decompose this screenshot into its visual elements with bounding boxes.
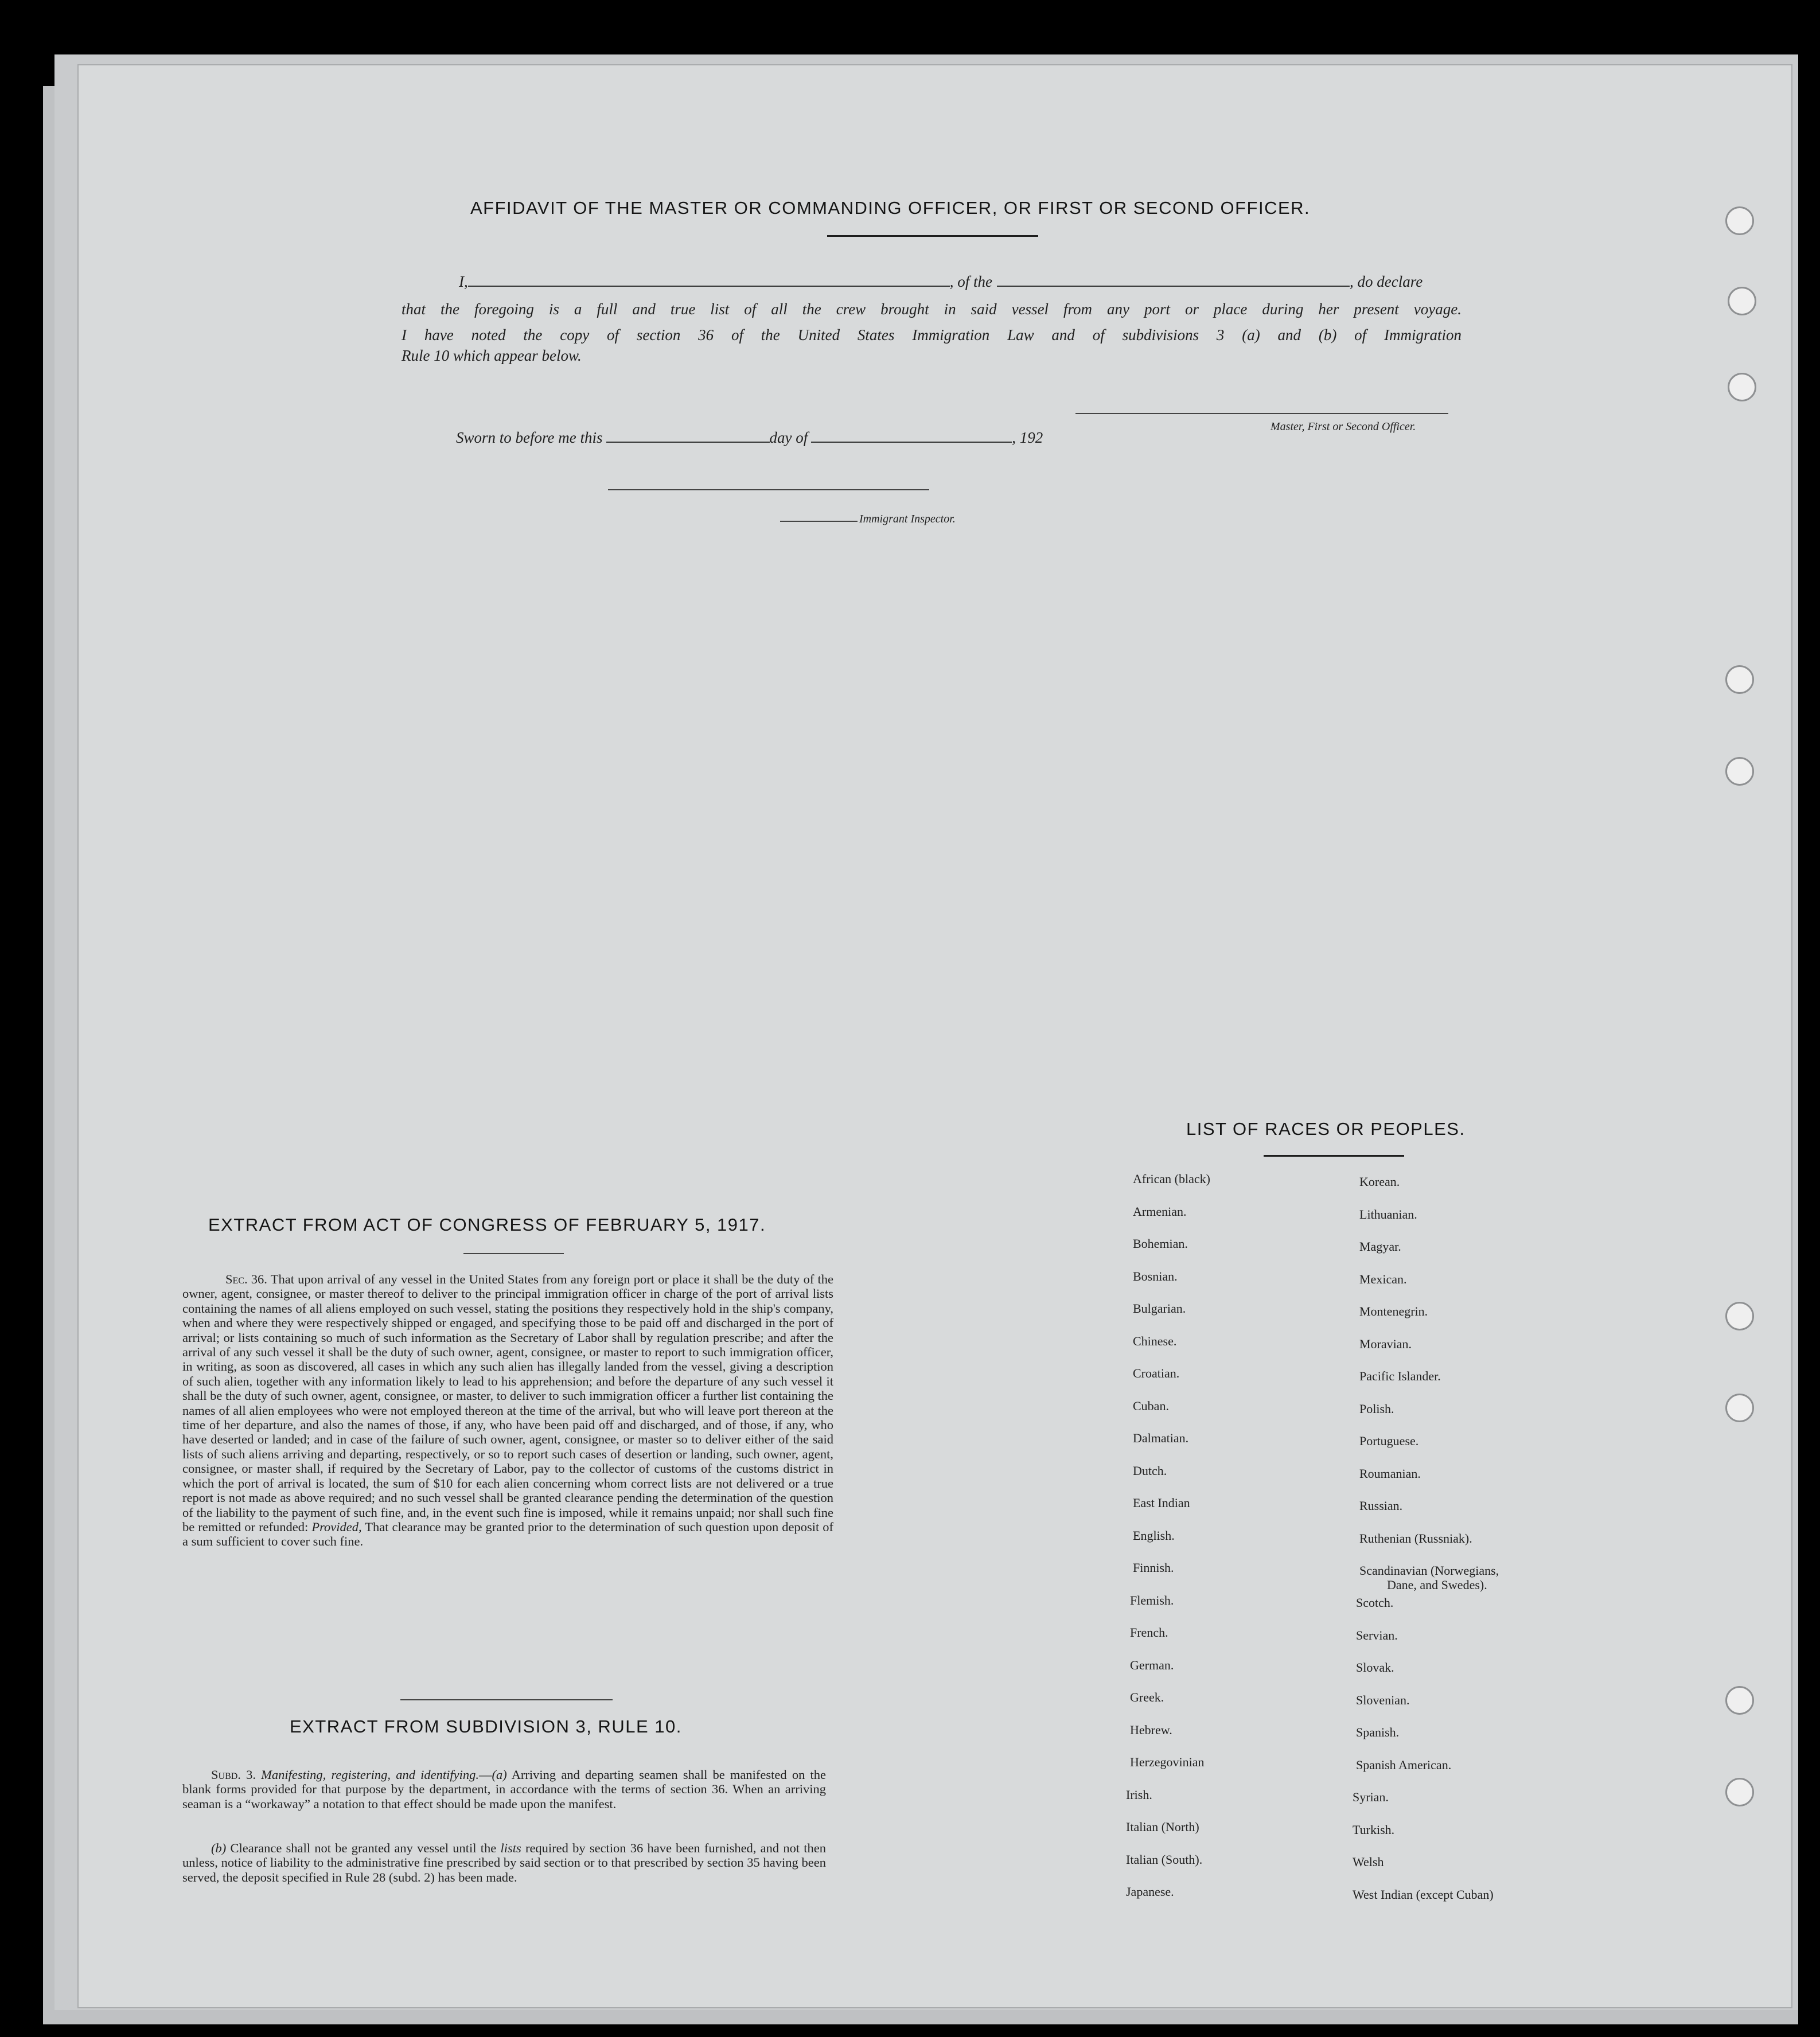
race-item: Portuguese.	[1359, 1434, 1419, 1448]
subd-label: Subd. 3.	[211, 1767, 256, 1782]
para-b-text-2: required by section 36 have been furnished, and not then unless, notice of liability to the administrative fine prescribed by said section or to that prescribed by section 35 having been served, the deposit specified in Rule 28 (subd. 2) has been made.	[182, 1841, 827, 1884]
declare-label: , do declare	[1350, 273, 1423, 290]
race-item: Bosnian.	[1133, 1269, 1178, 1283]
vessel-blank	[997, 275, 1350, 287]
sworn-line	[456, 429, 1043, 447]
race-item: Croatian.	[1133, 1366, 1180, 1380]
section-body: That upon arrival of any vessel in the United States from any foreign port or place it shall be the duty of the owner, agent, consignee, or master thereof to deliver to the principal immigration officer in charge of the port of arrival lists containing the names of all aliens employed on such vessel, stating the positions they respectively hold in the ship's company, when and where they were respectively shipped or engaged, and specifying those to be paid off and discharged in the port of arrival; or lists containing so much of such information as the Secretary of Labor shall by regulation prescribe; and after the arrival of any such vessel it shall be the duty of such owner, agent, consignee, or master to report to such immigration officer, in writing, as soon as discovered, all cases in which any such alien has illegally landed from the vessel, giving a description of such alien, together with any information likely to lead to his apprehension; and before the departure of any such vessel it shall be the duty of such owner, agent, consignee, or master, to deliver to such immigration officer a further list containing the names of all alien employees who were not employed thereon at the time of the arrival, but who will leave port thereon at the time of her departure, and also the names of those, if any, who have been paid off and discharged, and of those, if any, who have deserted or landed; and in case of the failure of such owner, agent, consignee, or master so to deliver either of the said lists of such aliens arriving and departing, respectively, or so to report such cases of desertion or landing, such owner, agent, consignee, or master shall, if required by the Secretary of Labor, pay to the collector of customs of the customs district in which the port of arrival is located, the sum of $10 for each alien concerning whom correct lists are not delivered or a true report is not made as above required; and no such vessel shall be granted clearance pending the determination of the question of the liability to the payment of such fine, and, in the event such fine is imposed, while it remains unpaid; nor shall such fine be remitted or refunded:	[182, 1272, 834, 1534]
para-b-lists: lists	[500, 1841, 521, 1855]
race-item: English.	[1133, 1528, 1175, 1543]
section-36-text	[182, 1272, 833, 1549]
act-title-rule	[463, 1253, 564, 1254]
para-a-marker: (a)	[492, 1767, 507, 1782]
race-item: Roumanian.	[1359, 1466, 1421, 1481]
race-item: German.	[1130, 1657, 1174, 1672]
month-blank	[811, 431, 1012, 443]
race-item: Lithuanian.	[1359, 1207, 1417, 1222]
subd-3-para-b	[182, 1841, 826, 1884]
name-blank	[468, 275, 950, 287]
race-item: Magyar.	[1359, 1239, 1401, 1254]
signature-line	[1075, 413, 1448, 414]
races-title: LIST OF RACES OR PEOPLES.	[1186, 1119, 1466, 1139]
race-item: Herzegovinian	[1130, 1755, 1205, 1769]
affidavit-declaration-line	[459, 273, 1423, 291]
race-item: Cuban.	[1133, 1398, 1169, 1413]
inspector-signature-line	[608, 489, 929, 490]
section-label: Sec. 36.	[225, 1272, 267, 1286]
punch-hole	[1725, 206, 1754, 235]
race-item: Dane, and Swedes).	[1387, 1578, 1487, 1592]
section-divider	[400, 1699, 613, 1700]
race-item: Mexican.	[1359, 1271, 1407, 1286]
provided-body: That clearance may be granted prior to the determination of such question upon deposit of a sum sufficient to cover such fine.	[182, 1519, 834, 1549]
day-blank	[606, 431, 770, 443]
rule-extract-title: EXTRACT FROM SUBDIVISION 3, RULE 10.	[290, 1716, 682, 1736]
race-item: Russian.	[1359, 1499, 1403, 1513]
race-item: French.	[1130, 1625, 1168, 1640]
race-item: Dutch.	[1133, 1463, 1167, 1478]
punch-hole	[1725, 665, 1754, 694]
signature-label: Master, First or Second Officer.	[1271, 420, 1416, 433]
race-item: Korean.	[1359, 1174, 1400, 1189]
day-of-label: day of	[769, 429, 808, 446]
inspector-short-line	[780, 521, 858, 522]
para-b-text-1: Clearance shall not be granted any vessel until the	[230, 1841, 497, 1855]
race-item: Flemish.	[1130, 1593, 1174, 1607]
race-item: Irish.	[1126, 1787, 1152, 1802]
race-item: Greek.	[1130, 1690, 1164, 1704]
race-item: Syrian.	[1353, 1790, 1389, 1804]
race-item: Moravian.	[1359, 1336, 1412, 1351]
race-item: Chinese.	[1133, 1333, 1177, 1348]
race-item: Slovenian.	[1356, 1692, 1410, 1707]
race-item: Pacific Islander.	[1359, 1369, 1441, 1383]
punch-hole	[1725, 1302, 1754, 1330]
race-item: Welsh	[1353, 1855, 1384, 1869]
race-item: Turkish.	[1353, 1822, 1395, 1837]
punch-hole	[1725, 1778, 1754, 1806]
affidavit-line-2: I have noted the copy of section 36 of the United States Immigration Law and of subdivisions 3 (a) and (b) of Immigration	[402, 326, 1462, 344]
punch-hole	[1725, 1394, 1754, 1422]
races-title-rule	[1264, 1155, 1404, 1157]
race-item: Montenegrin.	[1359, 1304, 1428, 1318]
act-extract-title: EXTRACT FROM ACT OF CONGRESS OF FEBRUARY 5, 1917.	[208, 1215, 766, 1235]
race-item: Scotch.	[1356, 1595, 1394, 1610]
race-item: Italian (North)	[1126, 1820, 1199, 1834]
race-item: Scandinavian (Norwegians,	[1359, 1563, 1499, 1578]
year-label: , 192	[1012, 429, 1043, 446]
race-item: Italian (South).	[1126, 1852, 1203, 1867]
race-item: Finnish.	[1133, 1560, 1174, 1575]
race-item: Bohemian.	[1133, 1236, 1188, 1251]
race-item: Armenian.	[1133, 1204, 1187, 1219]
race-item: Japanese.	[1126, 1884, 1174, 1899]
race-item: East Indian	[1133, 1496, 1190, 1510]
race-item: African (black)	[1133, 1172, 1210, 1186]
affidavit-line-1: that the foregoing is a full and true list of all the crew brought in said vessel from any port or place during her present voyage.	[402, 301, 1462, 318]
para-b-marker: (b)	[211, 1841, 227, 1855]
sworn-label: Sworn to before me this	[456, 429, 603, 446]
punch-hole	[1728, 373, 1756, 401]
race-item: West Indian (except Cuban)	[1353, 1887, 1494, 1902]
race-item: Slovak.	[1356, 1660, 1394, 1675]
race-item: Spanish.	[1356, 1725, 1400, 1739]
punch-hole	[1728, 287, 1756, 315]
inspector-label: Immigrant Inspector.	[859, 513, 956, 525]
title-underline	[827, 235, 1038, 237]
race-item: Hebrew.	[1130, 1722, 1172, 1737]
of-the-label: , of the	[949, 273, 992, 290]
race-item: Polish.	[1359, 1401, 1394, 1416]
provided-label: Provided,	[311, 1519, 362, 1534]
race-item: Bulgarian.	[1133, 1301, 1186, 1316]
para-a-text: Arriving and departing seamen shall be manifested on the blank forms provided for that purpose by the department, in accordance with the terms of section 36. When an arriving seaman is a “workaway” a notation to that effect should be made upon the manifest.	[182, 1767, 827, 1811]
subd-3-para-a: Subd. 3. Manifesting, registering, and identifying.—(a) Arriving and departing seamen shall be manifested on the blank forms provided for that purpose by the department, in accordance with the terms of section 36. When an arriving seaman is a “workaway” a notation to that effect should be made upon the manifest.	[182, 1767, 827, 1811]
punch-hole	[1725, 1686, 1754, 1715]
race-item: Spanish American.	[1356, 1757, 1452, 1772]
affidavit-line-3: Rule 10 which appear below.	[402, 347, 582, 364]
affidavit-title: AFFIDAVIT OF THE MASTER OR COMMANDING OFFICER, OR FIRST OR SECOND OFFICER.	[470, 198, 1311, 218]
race-item: Servian.	[1356, 1628, 1398, 1642]
race-item: Dalmatian.	[1133, 1431, 1189, 1445]
punch-hole	[1725, 757, 1754, 786]
i-label: I,	[459, 273, 468, 290]
race-item: Ruthenian (Russniak).	[1359, 1531, 1472, 1546]
subd-heading: Manifesting, registering, and identifying.	[261, 1767, 479, 1782]
